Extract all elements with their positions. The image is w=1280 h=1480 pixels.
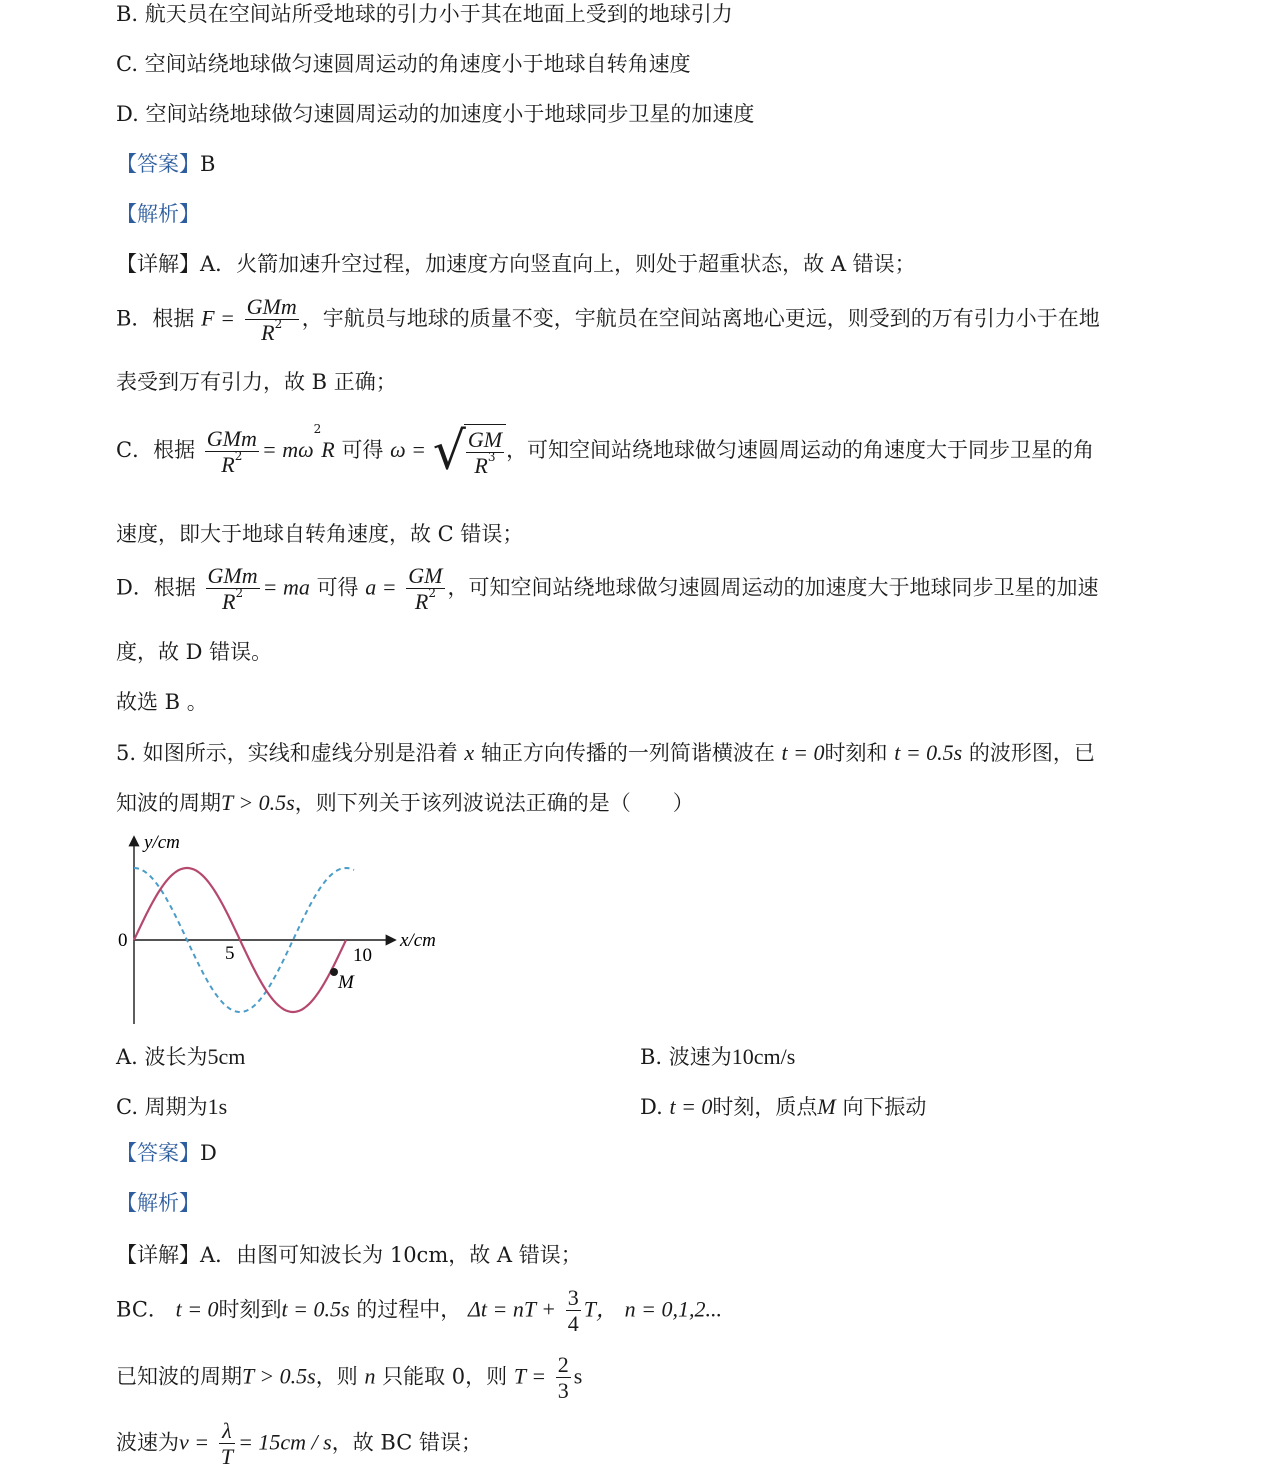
wave-figure — [110, 828, 460, 1028]
denominator: 4 — [567, 1311, 579, 1337]
denominator: R — [474, 453, 488, 479]
denominator: 3 — [557, 1378, 569, 1404]
detail-text: 波速为 — [116, 1430, 179, 1455]
detail-a-q4: 【详解】A．火箭加速升空过程，加速度方向竖直向上，则处于超重状态，故 A 错误； — [116, 252, 916, 276]
point-m — [330, 968, 338, 976]
question-text: 的波形图，已 — [968, 741, 1095, 765]
math-expr: n — [364, 1363, 376, 1389]
detail-text: 可得 — [341, 437, 384, 462]
option-b[interactable] — [640, 1041, 795, 1071]
denominator: T — [220, 1444, 234, 1470]
numerator: 3 — [567, 1285, 579, 1310]
fraction — [219, 1418, 235, 1470]
math-expr: = 15cm / s — [238, 1429, 332, 1455]
detail-bc-q5 — [116, 1285, 722, 1337]
analysis-label-q4: 【解析】 — [116, 202, 200, 226]
answer-label: 【答案】 — [116, 1141, 200, 1165]
math-expr: F = — [201, 305, 235, 331]
fraction — [206, 563, 260, 615]
question-text: 轴正方向传播的一列简谐横波在 — [480, 741, 775, 765]
detail-text: ，则 — [315, 1364, 358, 1389]
option-c-text: C. 空间站绕地球做匀速圆周运动的角速度小于地球自转角速度 — [116, 52, 691, 76]
numerator: 2 — [557, 1352, 569, 1377]
math-expr: t = 0 — [175, 1296, 219, 1322]
fraction — [556, 1352, 571, 1404]
answer-line-q5 — [116, 1141, 217, 1166]
option-a[interactable] — [116, 1041, 245, 1071]
sqrt — [432, 421, 506, 482]
math-expr: R — [321, 436, 335, 462]
analysis-label-q5: 【解析】 — [116, 1191, 200, 1215]
answer-line-q4 — [116, 152, 215, 177]
exponent: 2 — [234, 448, 243, 463]
detail-text: 只能取 0，则 — [382, 1364, 508, 1389]
detail-text: B．根据 — [116, 306, 195, 331]
numerator: GMm — [207, 563, 258, 588]
origin-label: 0 — [118, 930, 128, 951]
option-d-text: D. 空间站绕地球做匀速圆周运动的加速度小于地球同步卫星的加速度 — [116, 102, 755, 126]
numerator: GM — [467, 427, 503, 452]
question-5-line2 — [116, 790, 694, 816]
detail-text: ，宇航员与地球的质量不变，宇航员在空间站离地心更远，则受到的万有引力小于在地 — [301, 306, 1100, 331]
detail-d2-q4: 度，故 D 错误。 — [116, 640, 273, 664]
detail-c-q4 — [116, 421, 1095, 482]
fraction — [566, 1285, 581, 1337]
detail-text: 的过程中， — [356, 1297, 462, 1322]
detail-d-q4 — [116, 563, 1099, 615]
math-expr: a = — [365, 574, 397, 600]
option-text: 时刻，质点 — [712, 1095, 818, 1119]
numerator: GMm — [246, 294, 297, 319]
math-expr: ω = — [390, 436, 427, 462]
option-c[interactable] — [116, 1091, 227, 1121]
answer-value: B — [200, 152, 216, 176]
math-expr: Δt = nT + — [467, 1296, 557, 1322]
numerator: GM — [408, 563, 443, 588]
detail-text: 时刻到 — [218, 1297, 282, 1322]
math-expr: t = 0.5s — [281, 1296, 350, 1322]
math-expr: n = 0,1,2... — [624, 1296, 722, 1322]
numerator: GMm — [206, 425, 257, 451]
question-text: 5. 如图所示，实线和虚线分别是沿着 — [116, 741, 458, 765]
detail-a-q5: 【详解】A．由图可知波长为 10cm，故 A 错误； — [116, 1243, 582, 1267]
math-expr: s — [573, 1363, 583, 1389]
fraction — [205, 426, 259, 478]
denominator: R — [222, 589, 236, 615]
denominator: R — [261, 320, 275, 346]
option-b-text: B. 航天员在空间站所受地球的引力小于其在地面上受到的地球引力 — [116, 2, 733, 26]
option-label: A. 波长为 — [116, 1045, 208, 1069]
detail-text: BC． — [116, 1297, 169, 1322]
radical-sign: √ — [432, 421, 466, 482]
math-expr: M — [817, 1094, 836, 1119]
fraction — [466, 427, 504, 479]
detail-text: ，可知空间站绕地球做匀速圆周运动的角速度大于同步卫星的角 — [506, 437, 1095, 462]
math-expr: x — [464, 740, 475, 765]
question-text: 时刻和 — [824, 741, 888, 765]
numerator: λ — [219, 1418, 235, 1444]
exponent: 2 — [428, 586, 436, 601]
math-expr: t = 0 — [669, 1094, 713, 1119]
detail-text: ，故 BC 错误； — [331, 1430, 482, 1455]
exponent: 2 — [274, 317, 283, 332]
option-value: 1s — [207, 1094, 228, 1119]
math-expr: t = 0 — [781, 740, 825, 765]
answer-value: D — [200, 1141, 217, 1165]
option-d[interactable] — [640, 1091, 926, 1121]
detail-period-q5 — [116, 1352, 582, 1404]
math-expr: T， — [583, 1296, 618, 1322]
detail-text: 可得 — [316, 575, 359, 600]
option-value: 10cm/s — [731, 1044, 796, 1069]
conclusion-q4: 故选 B 。 — [116, 690, 208, 714]
detail-text: ，可知空间站绕地球做匀速圆周运动的加速度大于地球同步卫星的加速 — [447, 575, 1099, 600]
x-axis-label: x/cm — [400, 930, 436, 951]
detail-b-q4 — [116, 294, 1100, 346]
detail-text: 已知波的周期 — [116, 1364, 242, 1389]
math-expr: t = 0.5s — [894, 740, 963, 765]
option-label: D. — [640, 1095, 663, 1119]
tick-10-label: 10 — [353, 945, 372, 966]
detail-c2-q4: 速度，即大于地球自转角速度，故 C 错误； — [116, 522, 524, 546]
math-expr: = ma — [262, 574, 310, 600]
math-expr: = mω — [261, 436, 314, 462]
math-expr: T = — [513, 1363, 547, 1389]
point-m-label: M — [338, 972, 354, 993]
question-text: ，则下列关于该列波说法正确的是（ ） — [294, 791, 694, 815]
fraction — [406, 563, 444, 615]
fraction — [245, 294, 299, 346]
denominator: R — [414, 589, 429, 615]
detail-text: C．根据 — [116, 437, 196, 462]
math-expr: T > 0.5s — [242, 1363, 316, 1389]
question-5-line1 — [116, 740, 1095, 766]
math-expr: v = — [179, 1429, 210, 1455]
answer-label: 【答案】 — [116, 152, 200, 176]
tick-5-label: 5 — [225, 943, 235, 964]
option-text: 向下振动 — [842, 1095, 927, 1119]
detail-speed-q5 — [116, 1418, 482, 1470]
question-text: 知波的周期 — [116, 791, 221, 815]
option-value: 5cm — [207, 1044, 246, 1069]
y-axis-label: y/cm — [144, 832, 180, 853]
exponent: 3 — [487, 450, 496, 465]
detail-text: D．根据 — [116, 575, 196, 600]
exponent: 2 — [235, 586, 244, 601]
option-label: C. 周期为 — [116, 1095, 208, 1119]
exponent: 2 — [313, 422, 322, 436]
math-expr: T > 0.5s — [221, 790, 295, 815]
detail-b2-q4: 表受到万有引力，故 B 正确； — [116, 370, 397, 394]
option-label: B. 波速为 — [640, 1045, 732, 1069]
denominator: R — [221, 451, 235, 477]
